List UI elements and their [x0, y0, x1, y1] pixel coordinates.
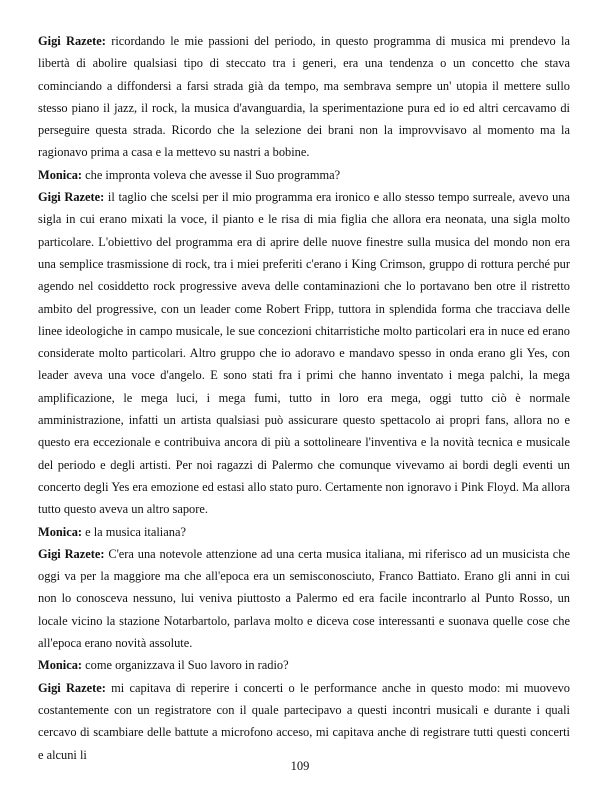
paragraph-text: e la musica italiana? [82, 524, 186, 539]
document-body [38, 30, 570, 766]
paragraph-text: come organizzava il Suo lavoro in radio? [82, 658, 289, 673]
speaker-label: Monica: [38, 658, 83, 673]
paragraph [38, 30, 570, 164]
paragraph [38, 543, 570, 654]
paragraph [38, 677, 570, 766]
paragraph-text: ricordando le mie passioni del periodo, in questo programma di musica mi prendevo la libertà di abolire qualsiasi tipo di steccato tra i generi, era una tendenza o un concetto che stava cominciando a diffondersi a farsi strada già da tempo, ma sembrava sempre un' utopia il mettere sullo stesso piano il jazz, il rock, la musica d'avanguardia, la sperimentazione pura ed io ed altri cercavamo di perseguire questa strada. Ricordo che la selezione dei brani non la improvvisavo al momento ma la ragionavo prima a casa e la mettevo su nastri a bobine. [38, 34, 570, 160]
speaker-label: Gigi Razete: [38, 34, 106, 48]
page-number: 109 [290, 759, 310, 773]
paragraph [38, 186, 570, 520]
paragraph [38, 164, 570, 186]
paragraph [38, 521, 570, 543]
paragraph-text: il taglio che scelsi per il mio programma era ironico e allo stesso tempo surreale, avevo una sigla in cui erano mixati la voce, il pianto e le risa di mia figlia che allora era neonata, una sigla molto particolare. L'obiettivo del programma era di aprire delle nuove finestre sulla musica del mondo non era una semplice trasmissione di rock, tra i miei preferiti c'erano i King Crimson, gruppo di rottura perché pur agendo nel cosiddetto rock progressive aveva delle contaminazioni che lo portavano ben otre il ristretto ambito del progressive, con un leader come Robert Fripp, tuttora in splendida forma che tracciava delle linee ideologiche in campo musicale, le sue concezioni chitarristiche molto particolari era in nuce ed erano considerate molto particolari. Altro gruppo che io adoravo e mandavo spesso in onda erano gli Yes, con leader aveva una voce d'angelo. E sono stati fra i primi che hanno inventato i mega palchi, la mega amplificazione, le mega luci, i mega fumi, tutto in loro era mega, oggi tutto ciò è normale amministrazione, infatti un artista qualsiasi può assicurare questo spettacolo ai propri fans, allora no e questo era eccezionale e contribuiva ancora di più a sottolineare l'inventiva e la novità tecnica e musicale del periodo e degli artisti. Per noi ragazzi di Palermo che comunque vivevamo ai bordi degli eventi un concerto degli Yes era emozione ed estasi allo stato puro. Certamente non ignoravo i Pink Floyd. Ma allora tutto questo aveva un altro sapore. [38, 190, 570, 517]
paragraph [38, 654, 570, 676]
paragraph-text: che impronta voleva che avesse il Suo programma? [82, 167, 341, 182]
speaker-label: Monica: [38, 167, 83, 182]
paragraph-text: C'era una notevole attenzione ad una certa musica italiana, mi riferisco ad un musicista che oggi va per la maggiore ma che all'epoca era un semisconosciuto, Franco Battiato. Erano gli anni in cui non lo conosceva nessuno, lui veniva piuttosto a Palermo ed era facile incontrarlo al Punto Rosso, un locale vicino la stazione Notarbartolo, parlava molto e diceva cose interessanti e suonava quelle cose che all'epoca erano novità assolute. [38, 546, 570, 651]
speaker-label: Monica: [38, 524, 83, 539]
speaker-label: Gigi Razete: [38, 680, 106, 695]
speaker-label: Gigi Razete: [38, 190, 105, 205]
paragraph-text: mi capitava di reperire i concerti o le performance anche in questo modo: mi muovevo costantemente con un registratore con il quale partecipavo a questi incontri musicali e durante i quali cercavo di scambiare delle battute a microfono acceso, mi capitava anche di registrare tutti questi concerti e alcuni li [38, 680, 570, 762]
speaker-label: Gigi Razete: [38, 546, 105, 561]
